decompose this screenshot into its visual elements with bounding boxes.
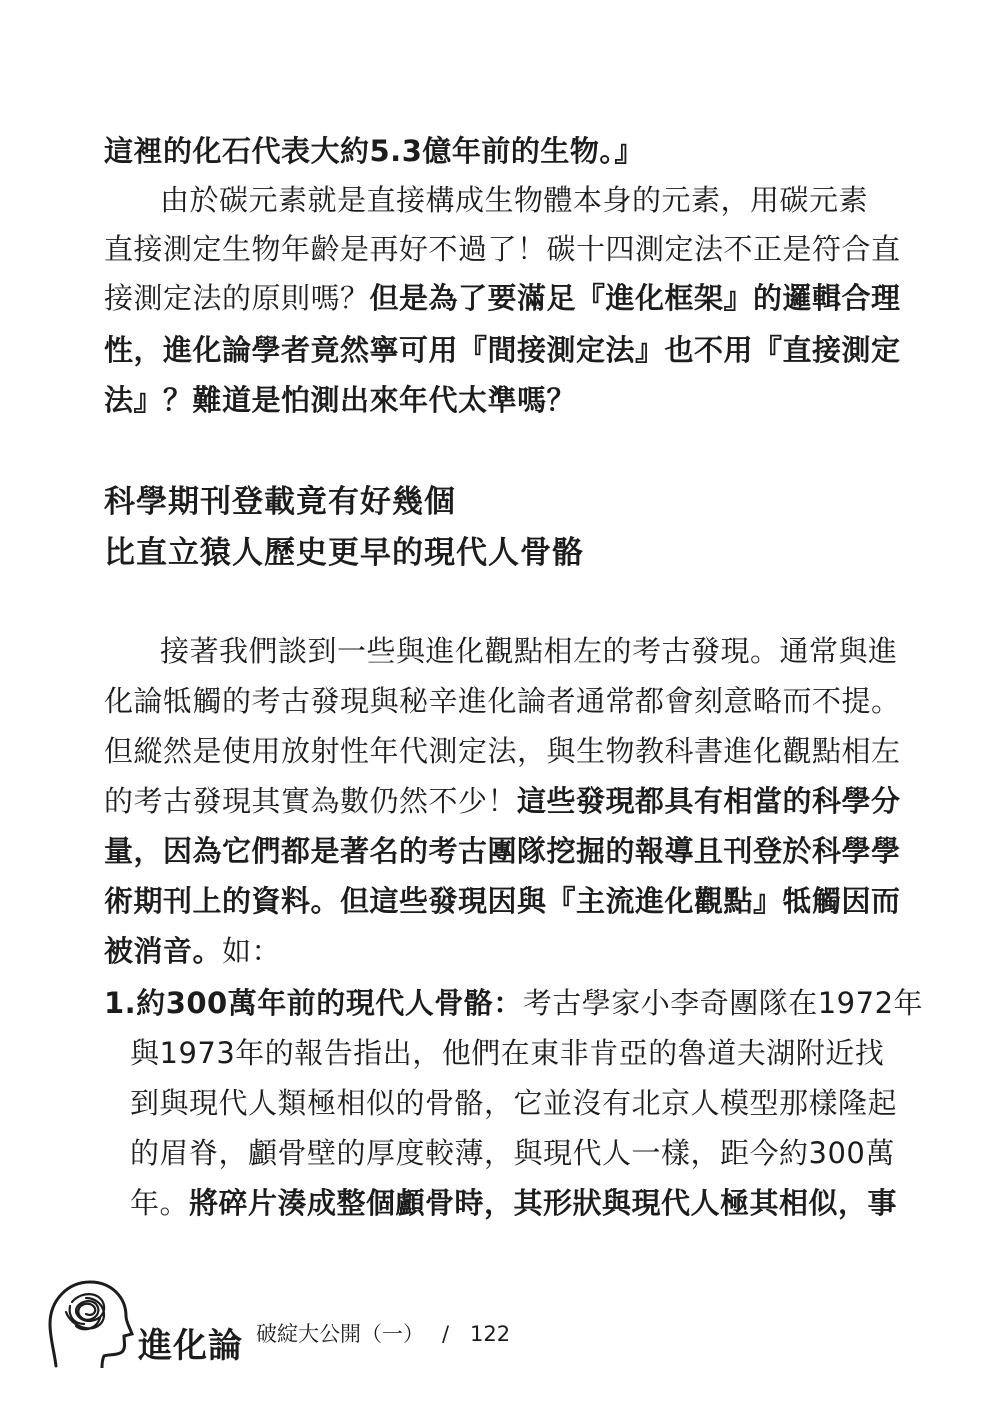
page-number: 122 xyxy=(470,1322,511,1346)
text-line: 接著我們談到一些與進化觀點相左的考古發現。通常與進 xyxy=(160,634,898,668)
text-line xyxy=(104,280,901,316)
text-line: 由於碳元素就是直接構成生物體本身的元素，用碳元素 xyxy=(160,183,869,217)
book-subtitle: 破綻大公開（一） xyxy=(256,1322,424,1346)
text-span: 如： xyxy=(222,934,282,968)
head-scribble-icon xyxy=(42,1272,134,1368)
text-span: 接測定法的原則嗎？ xyxy=(104,281,370,315)
text-line: 直接測定生物年齡是再好不過了！碳十四測定法不正是符合直 xyxy=(104,232,901,266)
bold-text-span: 將碎片湊成整個顱骨時，其形狀與現代人極其相似，事 xyxy=(189,1186,898,1220)
text-line: 與1973年的報告指出，他們在東非肯亞的魯道夫湖附近找 xyxy=(130,1036,885,1070)
section-heading-line: 比直立猿人歷史更早的現代人骨骼 xyxy=(104,535,584,571)
footer-separator: / xyxy=(442,1322,450,1346)
text-line: 法』？難道是怕測出來年代太準嗎？ xyxy=(104,383,577,417)
bold-text-span: 這些發現都具有相當的科學分 xyxy=(517,784,901,818)
text-line: 的眉脊，顱骨壁的厚度較薄，與現代人一樣，距今約300萬 xyxy=(130,1136,895,1170)
text-span: 考古學家小李奇團隊在1972年 xyxy=(522,986,924,1020)
text-line: 術期刊上的資料。但這些發現因與『主流進化觀點』牴觸因而 xyxy=(104,884,901,918)
section-heading-line: 科學期刊登載竟有好幾個 xyxy=(104,484,456,520)
list-item-label: 1.約300萬年前的現代人骨骼： xyxy=(104,986,523,1020)
series-brand: 進化論 xyxy=(138,1326,243,1366)
text-line: 量，因為它們都是著名的考古團隊挖掘的報導且刊登於科學學 xyxy=(104,834,901,868)
text-line: 到與現代人類極相似的骨骼，它並沒有北京人模型那樣隆起 xyxy=(130,1086,898,1120)
text-line: 性，進化論學者竟然寧可用『間接測定法』也不用『直接測定 xyxy=(104,333,901,367)
text-line xyxy=(104,933,281,969)
text-span: 年。 xyxy=(130,1186,190,1220)
text-span: 的考古發現其實為數仍然不少！ xyxy=(104,784,518,818)
text-line xyxy=(104,783,901,819)
text-line: 但縱然是使用放射性年代測定法，與生物教科書進化觀點相左 xyxy=(104,734,901,768)
list-item xyxy=(104,985,923,1021)
text-line: 化論牴觸的考古發現與秘辛進化論者通常都會刻意略而不提。 xyxy=(104,684,901,718)
text-line: 這裡的化石代表大約5.3億年前的生物。』 xyxy=(104,134,644,168)
bold-text-span: 但是為了要滿足『進化框架』的邏輯合理 xyxy=(369,281,901,315)
text-line xyxy=(130,1185,897,1221)
bold-text-span: 被消音。 xyxy=(104,934,223,968)
